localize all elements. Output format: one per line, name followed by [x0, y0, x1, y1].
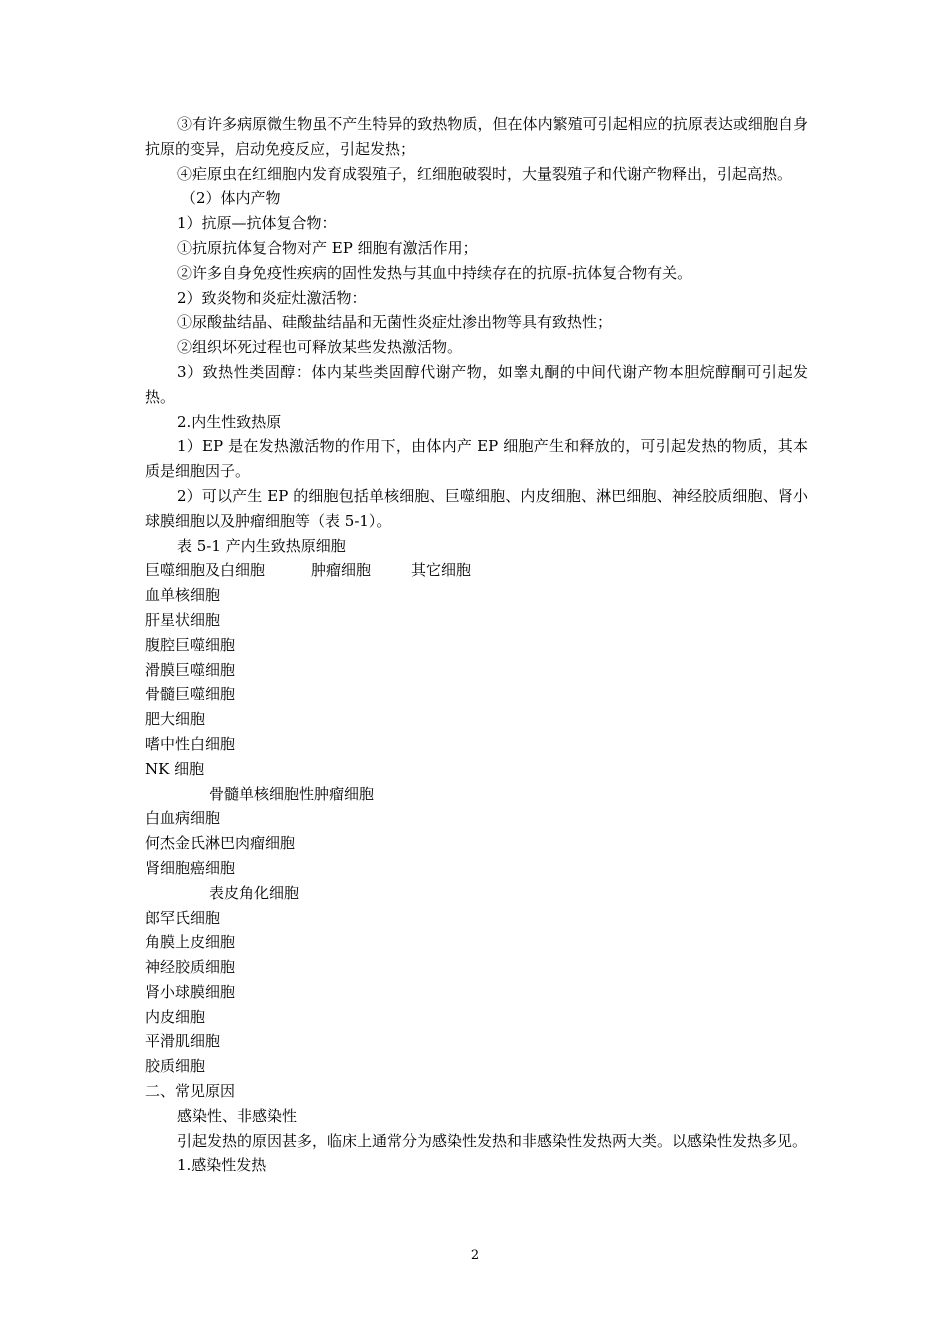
table-header-cell: 巨噬细胞及白细胞 [145, 561, 266, 580]
heading-internal-products: （2）体内产物 [181, 189, 281, 208]
heading-endogenous-pyrogen: 2.内生性致热原 [177, 412, 282, 431]
list-item: 滑膜巨噬细胞 [145, 660, 236, 679]
list-item: NK 细胞 [145, 759, 205, 778]
list-item: 胶质细胞 [145, 1057, 206, 1076]
list-item: 骨髓单核细胞性肿瘤细胞 [209, 784, 375, 803]
table-header-row [145, 558, 808, 583]
list-item: ②组织坏死过程也可释放某些发热激活物。 [177, 338, 463, 357]
table-header-cell: 其它细胞 [411, 561, 472, 580]
list-item: 表皮角化细胞 [209, 883, 300, 902]
list-item: 角膜上皮细胞 [145, 933, 236, 952]
paragraph-ep-definition: 1）EP 是在发热激活物的作用下，由体内产 EP 细胞产生和释放的，可引起发热的物质，其本质是细胞因子。 [145, 437, 808, 481]
list-item: 骨髓巨噬细胞 [145, 685, 236, 704]
section-subheading: 感染性、非感染性 [177, 1106, 298, 1125]
list-item: ②许多自身免疫性疾病的固性发热与其血中持续存在的抗原-抗体复合物有关。 [177, 263, 693, 282]
list-item: 肝星状细胞 [145, 610, 221, 629]
heading-infectious-fever: 1.感染性发热 [177, 1156, 267, 1175]
list-item: ①抗原抗体复合物对产 EP 细胞有激活作用； [177, 238, 478, 257]
page-content [145, 112, 808, 1178]
list-item: 平滑肌细胞 [145, 1032, 221, 1051]
table-caption: 表 5-1 产内生致热原细胞 [177, 536, 346, 555]
paragraph-ep-cells: 2）可以产生 EP 的细胞包括单核细胞、巨噬细胞、内皮细胞、淋巴细胞、神经胶质细胞、肾小球膜细胞以及肿瘤细胞等（表 5-1）。 [145, 486, 808, 530]
heading-inflammatory: 2）致炎物和炎症灶激活物： [177, 288, 367, 307]
list-item: ①尿酸盐结晶、硅酸盐结晶和无菌性炎症灶渗出物等具有致热性； [177, 313, 613, 332]
paragraph-causes: 引起发热的原因甚多，临床上通常分为感染性发热和非感染性发热两大类。以感染性发热多见。 [177, 1131, 808, 1150]
heading-antigen-antibody: 1）抗原—抗体复合物： [177, 214, 337, 233]
table-header-cell: 肿瘤细胞 [311, 561, 372, 580]
list-item: 肾小球膜细胞 [145, 982, 236, 1001]
list-item: 肥大细胞 [145, 710, 206, 729]
paragraph-steroid: 3）致热性类固醇：体内某些类固醇代谢产物，如睾丸酮的中间代谢产物本胆烷醇酮可引起发热。 [145, 362, 808, 406]
list-item: 内皮细胞 [145, 1007, 206, 1026]
section-heading: 二、常见原因 [145, 1082, 236, 1101]
list-item: 郎罕氏细胞 [145, 908, 221, 927]
page-number: 2 [470, 1248, 480, 1263]
list-item: 血单核细胞 [145, 586, 221, 605]
list-item: 嗜中性白细胞 [145, 734, 236, 753]
paragraph-malaria: ④疟原虫在红细胞内发育成裂殖子，红细胞破裂时，大量裂殖子和代谢产物释出，引起高热。 [177, 164, 793, 183]
list-item: 神经胶质细胞 [145, 958, 236, 977]
list-item: 何杰金氏淋巴肉瘤细胞 [145, 834, 296, 853]
list-item: 肾细胞癌细胞 [145, 858, 236, 877]
list-item: 白血病细胞 [145, 809, 221, 828]
list-item: 腹腔巨噬细胞 [145, 635, 236, 654]
paragraph-microbe-antigen: ③有许多病原微生物虽不产生特异的致热物质，但在体内繁殖可引起相应的抗原表达或细胞自身抗原的变异，启动免疫反应，引起发热； [145, 115, 808, 158]
